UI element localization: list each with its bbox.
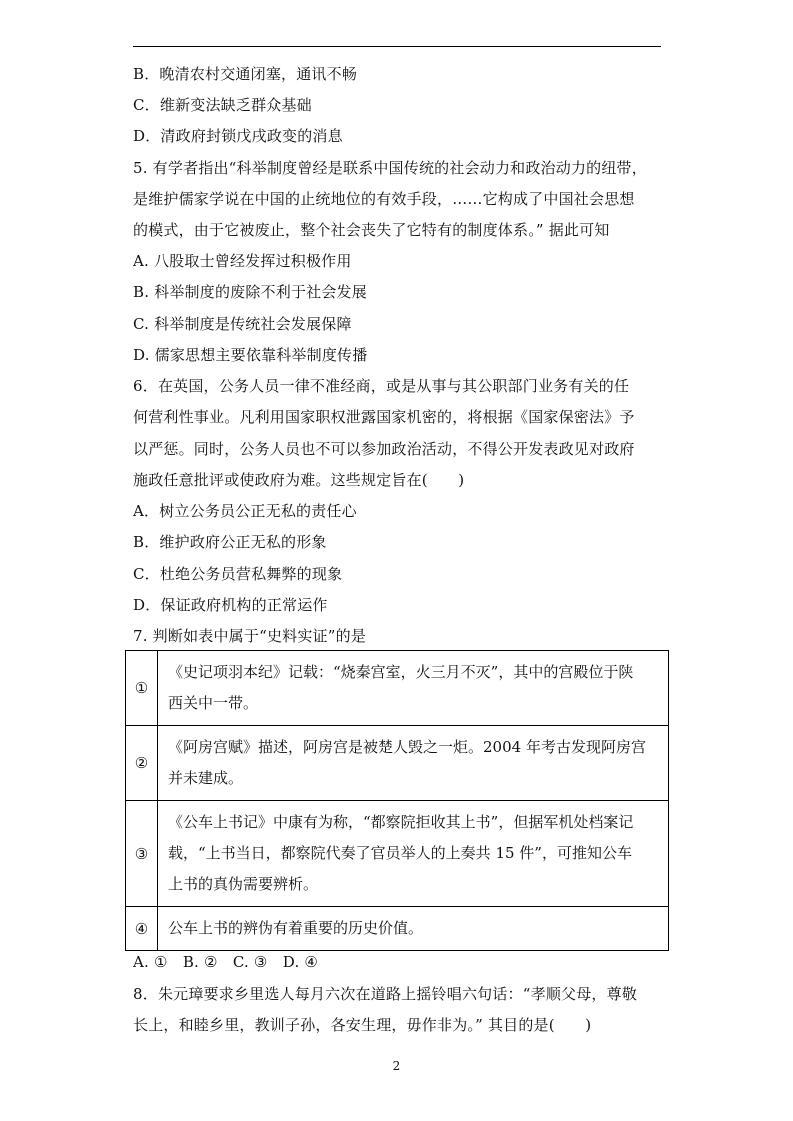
row-number: ④ (126, 907, 158, 951)
q6-option-a: A．树立公务员公正无私的责任心 (133, 502, 357, 520)
q6-option-c: C．杜绝公务员营私舞弊的现象 (133, 565, 343, 583)
table-row (126, 801, 669, 907)
page-number: 2 (392, 1059, 401, 1073)
q6-option-d: D．保证政府机构的正常运作 (133, 596, 328, 614)
q6-stem-line-1: 6．在英国，公务人员一律不准经商，或是从事与其公职部门业务有关的任 (133, 377, 630, 395)
q7-stem: 7. 判断如表中属于“史料实证”的是 (133, 627, 367, 645)
row-text-line: 《阿房宫赋》描述，阿房宫是被楚人毁之一炬。2004 年考古发现阿房宫 (168, 738, 646, 756)
q8-stem-line-1: 8．朱元璋要求乡里选人每月六次在道路上摇铃唱六句话：“孝顺父母，尊敬 (133, 985, 638, 1003)
row-number: ③ (126, 801, 158, 907)
q8-stem-line-2: 长上，和睦乡里，教训子孙，各安生理，毋作非为。” 其目的是( ) (133, 1016, 592, 1034)
row-text (158, 726, 669, 801)
q5-option-a: A. 八股取士曾经发挥过积极作用 (133, 252, 352, 270)
row-text-line: 并未建成。 (168, 769, 244, 787)
q7-table (125, 650, 669, 951)
q6-stem-line-3: 以严惩。同时，公务人员也不可以参加政治活动，不得公开发表政见对政府 (133, 440, 635, 458)
q6-stem-line-2: 何营利性事业。凡利用国家职权泄露国家机密的，将根据《国家保密法》予 (133, 408, 635, 426)
row-text-line: 《史记项羽本纪》记载：“烧秦宫室，火三月不灭”，其中的宫殿位于陕 (168, 663, 634, 681)
q4-option-c: C．维新变法缺乏群众基础 (133, 96, 312, 114)
row-number: ① (126, 651, 158, 726)
table-row (126, 907, 669, 951)
row-text-line: 公车上书的辨伪有着重要的历史价值。 (168, 919, 424, 937)
q5-option-b: B. 科举制度的废除不利于社会发展 (133, 283, 367, 301)
row-text (158, 651, 669, 726)
q5-stem-line-2: 是维护儒家学说在中国的止统地位的有效手段，……它构成了中国社会思想 (133, 190, 635, 208)
q5-stem-line-1: 5. 有学者指出“科举制度曾经是联系中国传统的社会动力和政治动力的纽带， (133, 159, 647, 177)
row-text-line: 上书的真伪需要辨析。 (168, 875, 319, 893)
row-text-line: 西关中一带。 (168, 694, 259, 712)
q7-options: A. ① B. ② C. ③ D. ④ (133, 953, 319, 971)
table-row (126, 651, 669, 726)
row-text (158, 907, 669, 951)
q4-option-d: D．清政府封锁戊戌政变的消息 (133, 127, 343, 145)
row-text-line: 《公车上书记》中康有为称，“都察院拒收其上书”，但据军机处档案记 (168, 813, 634, 831)
q6-option-b: B．维护政府公正无私的形象 (133, 533, 327, 551)
q5-option-d: D. 儒家思想主要依靠科举制度传播 (133, 346, 368, 364)
q5-stem-line-3: 的模式，由于它被废止，整个社会丧失了它特有的制度体系。” 据此可知 (133, 221, 610, 239)
header-rule (133, 46, 661, 47)
row-number: ② (126, 726, 158, 801)
q5-option-c: C. 科举制度是传统社会发展保障 (133, 315, 352, 333)
row-text (158, 801, 669, 907)
table-row (126, 726, 669, 801)
q4-option-b: B．晚清农村交通闭塞，通讯不畅 (133, 65, 358, 83)
row-text-line: 载，“上书当日，都察院代奏了官员举人的上奏共 15 件”，可推知公车 (168, 844, 632, 862)
q6-stem-line-4: 施政任意批评或使政府为难。这些规定旨在( ) (133, 471, 465, 489)
